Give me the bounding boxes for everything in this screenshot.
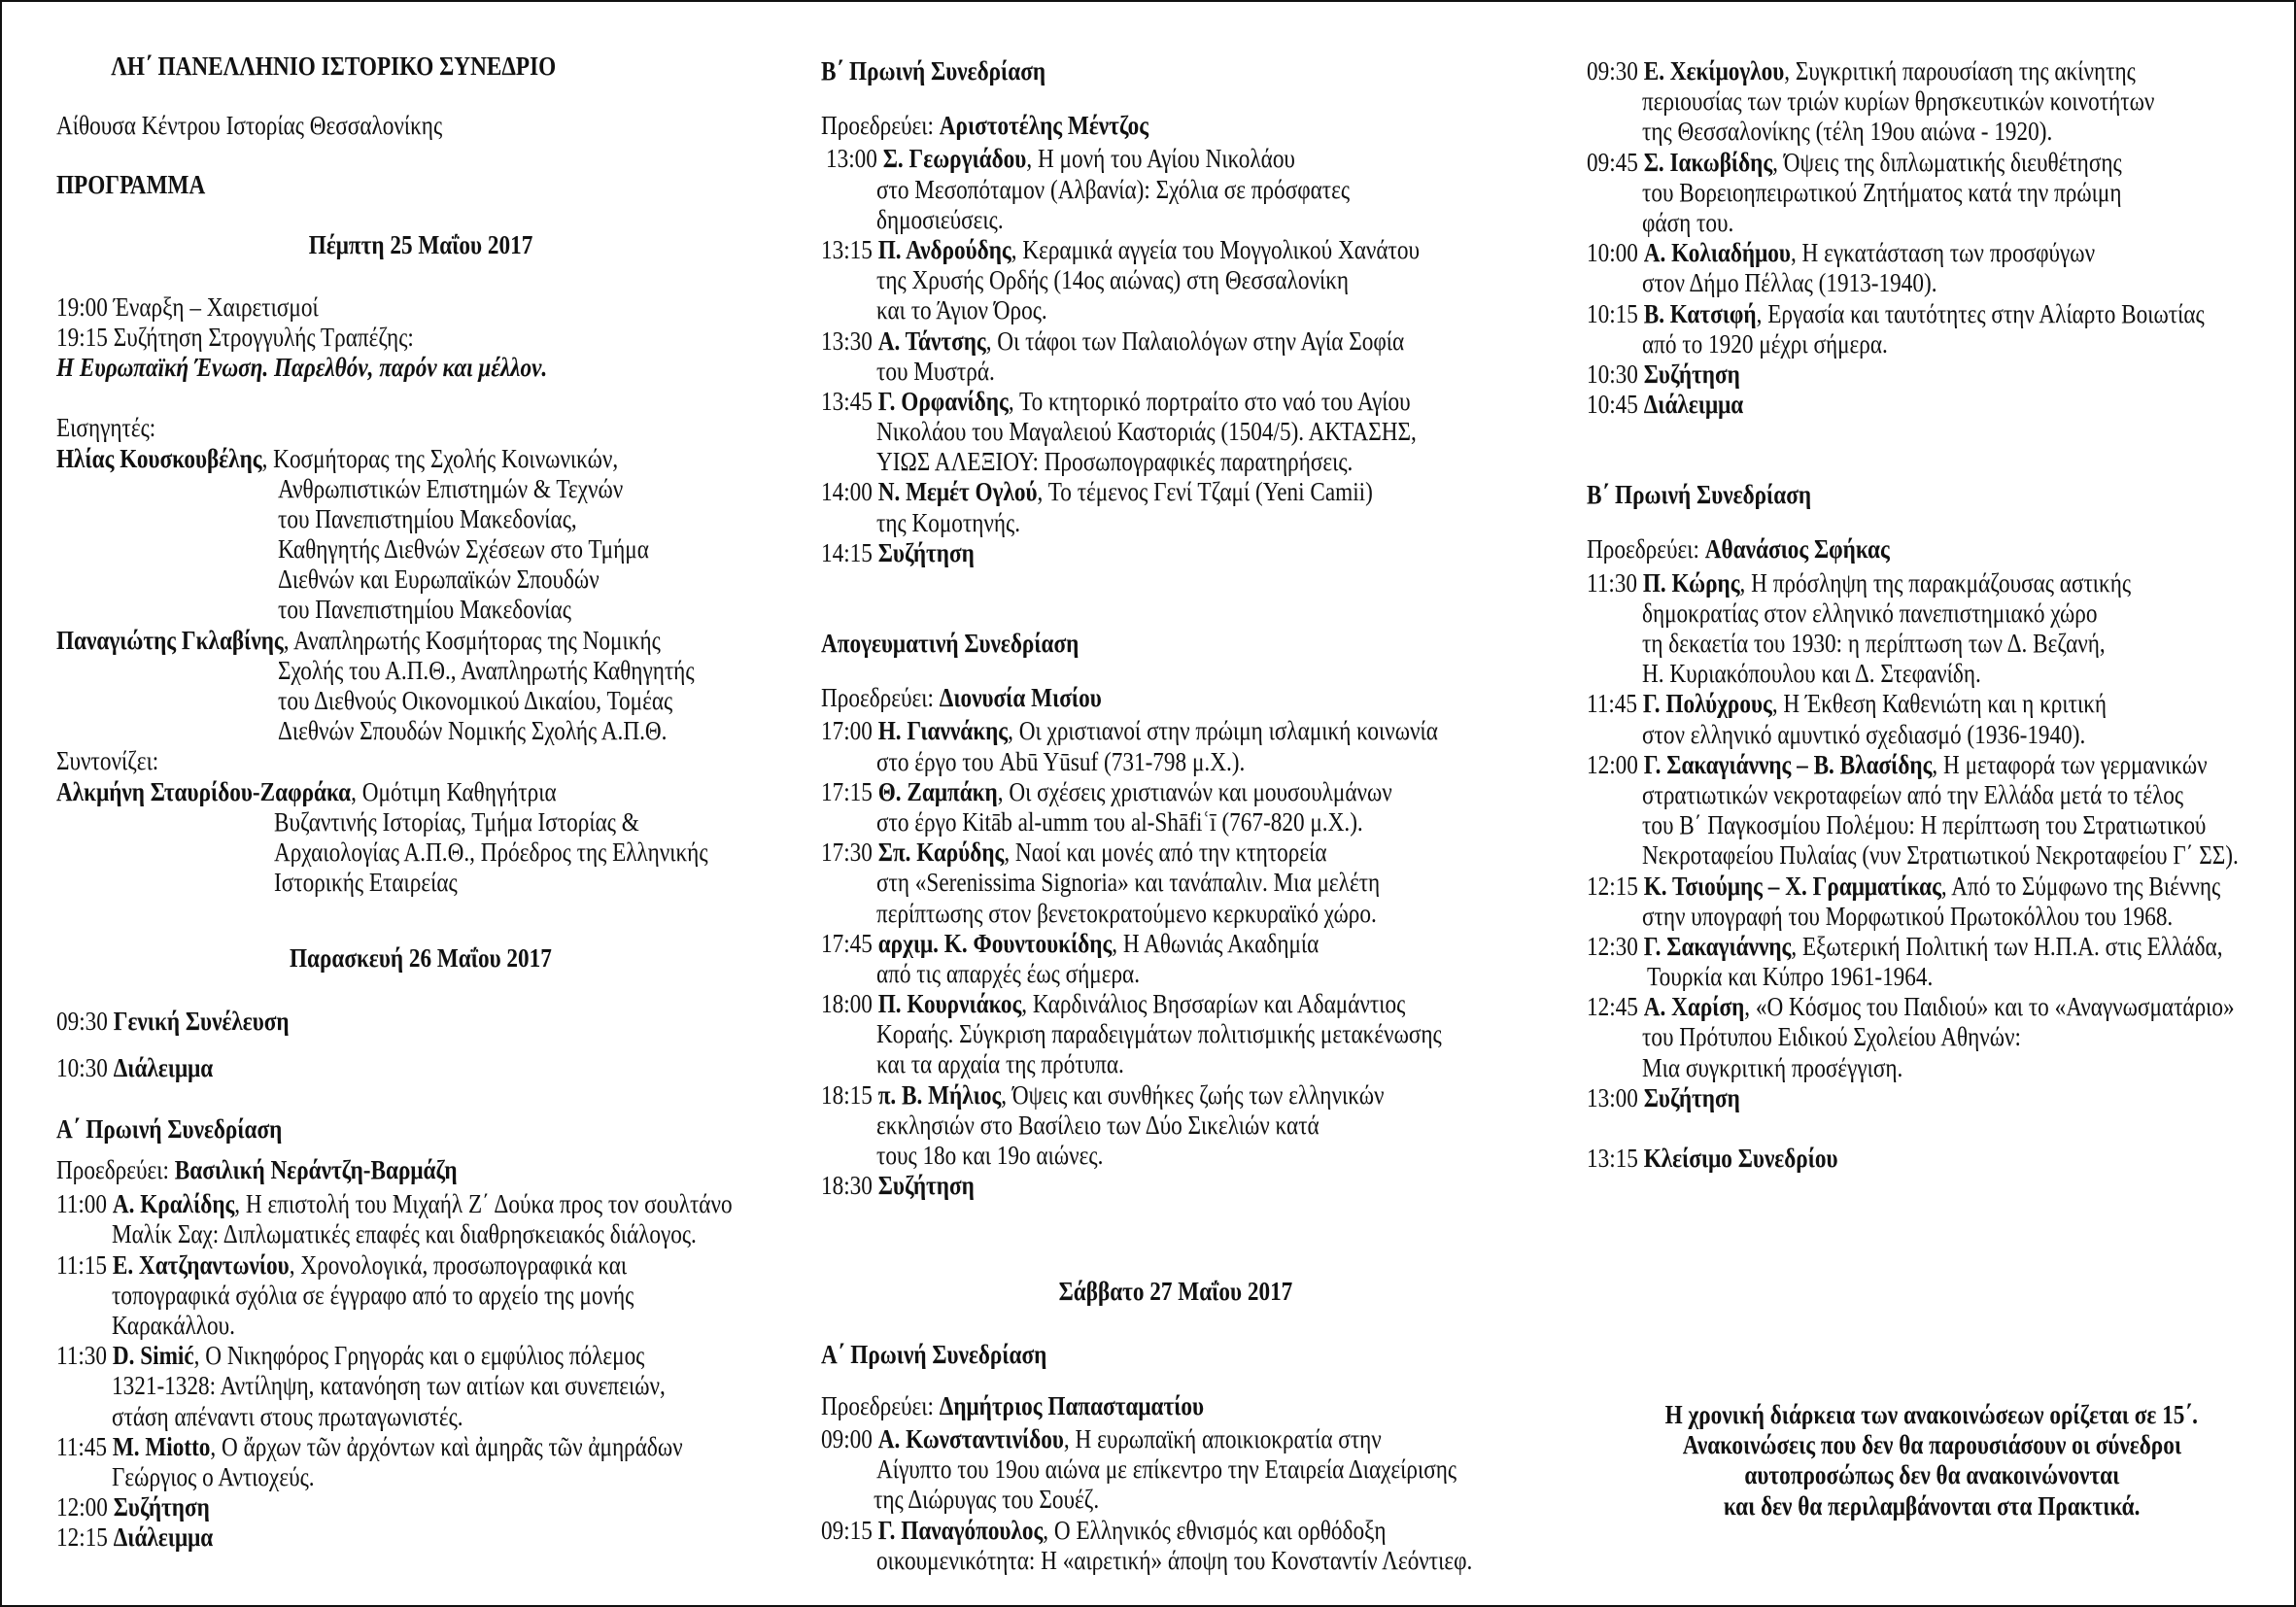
talk-line: στη «Serenissima Signoria» και τανάπαλιν. Μια μελέτη xyxy=(876,868,1381,898)
talk-line: τους 18ο και 19ο αιώνες. xyxy=(876,1141,1104,1170)
talk-line: Μαλίκ Σαχ: Διπλωματικές επαφές και διαθρησκειακός διάλογος. xyxy=(112,1219,697,1249)
middle-column xyxy=(821,56,1559,1576)
program-label: ΠΡΟΓΡΑΜΜΑ xyxy=(56,170,206,200)
schedule-item: 19:15 Συζήτηση Στρογγυλής Τραπέζης: xyxy=(56,322,414,352)
talk-line: του Πρότυπου Ειδικού Σχολείου Αθηνών: xyxy=(1642,1022,2021,1052)
session-title: Α΄ Πρωινή Συνεδρίαση xyxy=(821,1339,1047,1369)
talk: 11:00 Α. Κραλίδης, Η επιστολή του Μιχαήλ Ζ΄ Δούκα προς τον σουλτάνο xyxy=(56,1189,733,1219)
talk-line: δημοκρατίας στον ελληνικό πανεπιστημιακό χώρο xyxy=(1642,598,2098,628)
talk-line: Μια συγκριτική προσέγγιση. xyxy=(1642,1052,1903,1082)
talk: 11:30 Π. Κώρης, Η πρόσληψη της παρακμάζουσας αστικής xyxy=(1587,567,2132,598)
speaker-affiliation-line: Ανθρωπιστικών Επιστημών & Τεχνών xyxy=(278,473,624,503)
speaker-affiliation-line: του Πανεπιστημίου Μακεδονίας, xyxy=(278,503,577,533)
talk-line: τη δεκαετία του 1930: η περίπτωση των Δ. Βεζανή, xyxy=(1642,629,2106,658)
closing-item: 13:15 Κλείσιμο Συνεδρίου xyxy=(1587,1144,1838,1173)
schedule-item: 10:30 Διάλειμμα xyxy=(56,1052,214,1082)
talk-line: της Θεσσαλονίκης (τέλη 19ου αιώνα - 1920). xyxy=(1642,117,2053,147)
discussion-item: 18:30 Συζήτηση xyxy=(821,1171,975,1201)
talk-line: του Μυστρά. xyxy=(876,356,995,386)
discussion-item: 13:00 Συζήτηση xyxy=(1587,1082,1740,1112)
talk: 09:45 Σ. Ιακωβίδης, Όψεις της διπλωματικής διευθέτησης xyxy=(1587,147,2122,177)
speakers-label: Εισηγητές: xyxy=(56,413,156,443)
discussion-item: 10:30 Συζήτηση xyxy=(1587,359,1740,389)
talk-line: της Χρυσής Ορδής (14ος αιώνας) στη Θεσσαλονίκη xyxy=(876,265,1350,295)
talk-line: εκκλησιών στο Βασίλειο των Δύο Σικελιών κατά xyxy=(876,1110,1319,1140)
talk: 10:00 Α. Κολιαδήμου, Η εγκατάσταση των προσφύγων xyxy=(1587,238,2096,268)
speaker-affiliation-line: Διεθνών Σπουδών Νομικής Σχολής Α.Π.Θ. xyxy=(278,716,668,746)
day2-date: Παρασκευή 26 Μαΐου 2017 xyxy=(290,943,552,974)
talk-line: στο Μεσοπόταμον (Αλβανία): Σχόλια σε πρόσφατες xyxy=(876,174,1351,204)
speaker-affiliation-line: Καθηγητής Διεθνών Σχέσεων στο Τμήμα xyxy=(278,534,649,564)
session-title: Α΄ Πρωινή Συνεδρίαση xyxy=(56,1113,283,1144)
talk: 17:30 Σπ. Καρύδης, Ναοί και μονές από την κτητορεία xyxy=(821,838,1327,868)
talk: 18:00 Π. Κουρνιάκος, Καρδινάλιος Βησσαρίων και Αδαμάντιος xyxy=(821,989,1406,1019)
speaker-affiliation-line: του Πανεπιστημίου Μακεδονίας xyxy=(278,595,571,625)
talk-line: της Διώρυγας του Σουέζ. xyxy=(874,1485,1100,1515)
talk: 17:00 Η. Γιαννάκης, Οι χριστιανοί στην πρώιμη ισλαμική κοινωνία xyxy=(821,716,1438,746)
talk-line: της Κομοτηνής. xyxy=(876,507,1021,537)
speaker-entry: Ηλίας Κουσκουβέλης, Κοσμήτορας της Σχολής Κοινωνικών, xyxy=(56,443,619,473)
duration-notice xyxy=(1587,1400,2277,1522)
talk-line: περιουσίας των τριών κυρίων θρησκευτικών κοινοτήτων xyxy=(1642,86,2155,117)
day3-date: Σάββατο 27 Μαΐου 2017 xyxy=(1058,1277,1293,1307)
talk-line: Γεώργιος ο Αντιοχεύς. xyxy=(112,1461,315,1491)
moderator-affiliation-line: Βυζαντινής Ιστορίας, Τμήμα Ιστορίας & xyxy=(274,806,639,837)
talk: 11:15 Ε. Χατζηαντωνίου, Χρονολογικά, προσωπογραφικά και xyxy=(56,1249,628,1280)
notice-line: Η χρονική διάρκεια των ανακοινώσεων ορίζεται σε 15΄. xyxy=(1664,1400,2199,1429)
talk-line: δημοσιεύσεις. xyxy=(876,204,1004,234)
talk-line: τοπογραφικά σχόλια σε έγγραφο από το αρχείο της μονής xyxy=(112,1280,634,1310)
talk-line: ΥΙΩΣ ΑΛΕΞΙΟΥ: Προσωπογραφικές παρατηρήσεις. xyxy=(876,447,1354,477)
talk: 12:30 Γ. Σακαγιάννης, Εξωτερική Πολιτική των Η.Π.Α. στις Ελλάδα, xyxy=(1587,931,2223,961)
talk: 13:00 Σ. Γεωργιάδου, Η μονή του Αγίου Νικολάου xyxy=(826,144,1295,174)
notice-line: Ανακοινώσεις που δεν θα παρουσιάσουν οι σύνεδροι xyxy=(1682,1430,2181,1460)
talk-line: στο έργο Kitāb al-umm του al-Shāfiʿī (767-820 μ.Χ.). xyxy=(876,806,1363,837)
talk: 12:00 Γ. Σακαγιάννης – Β. Βλασίδης, Η μεταφορά των γερμανικών xyxy=(1587,749,2208,779)
moderator-affiliation-line: Αρχαιολογίας Α.Π.Θ., Πρόεδρος της Ελληνικής xyxy=(274,837,708,867)
talk: 13:45 Γ. Ορφανίδης, Το κτητορικό πορτραίτο στο ναό του Αγίου xyxy=(821,386,1411,416)
talk-line: στον ελληνικό αμυντικό σχεδιασμό (1936-1940). xyxy=(1642,719,2086,749)
venue: Αίθουσα Κέντρου Ιστορίας Θεσσαλονίκης xyxy=(56,111,443,141)
break-item: 12:15 Διάλειμμα xyxy=(56,1522,214,1553)
talk-line: Η. Κυριακόπουλου και Δ. Στεφανίδη. xyxy=(1642,659,1981,689)
talk-line: Νεκροταφείου Πυλαίας (νυν Στρατιωτικού Νεκροταφείου Γ΄ ΣΣ). xyxy=(1642,840,2239,871)
schedule-item: 19:00 Έναρξη – Χαιρετισμοί xyxy=(56,291,319,322)
talk-line: Αίγυπτο του 19ου αιώνα με επίκεντρο την Εταιρεία Διαχείρισης xyxy=(876,1454,1457,1485)
talk-line: από τις απαρχές έως σήμερα. xyxy=(876,958,1141,988)
session-title: Β΄ Πρωινή Συνεδρίαση xyxy=(821,56,1046,85)
session-title: Β΄ Πρωινή Συνεδρίαση xyxy=(1587,480,1812,510)
talk: 13:30 Α. Τάντσης, Οι τάφοι των Παλαιολόγων στην Αγία Σοφία xyxy=(821,325,1405,356)
left-column xyxy=(56,51,795,1554)
discussion-item: 12:00 Συζήτηση xyxy=(56,1492,210,1522)
talk-line: στάση απέναντι στους πρωταγωνιστές. xyxy=(112,1401,463,1431)
talk: 18:15 π. Β. Μήλιος, Όψεις και συνθήκες ζωής των ελληνικών xyxy=(821,1079,1385,1110)
speaker-entry: Παναγιώτης Γκλαβίνης, Αναπληρωτής Κοσμήτορας της Νομικής xyxy=(56,625,661,655)
talk-line: οικουμενικότητα: Η «αιρετική» άποψη του Κονσταντίν Λεόντιεφ. xyxy=(876,1545,1473,1575)
talk-line: Νικολάου του Μαγαλειού Καστοριάς (1504/5). ΑΚΤΑΣΗΣ, xyxy=(876,417,1417,447)
talk-line: του Βορειοηπειρωτικού Ζητήματος κατά την πρώιμη xyxy=(1642,177,2122,207)
discussion-item: 14:15 Συζήτηση xyxy=(821,537,975,567)
talk: 09:00 Α. Κωνσταντινίδου, Η ευρωπαϊκή αποικιοκρατία στην xyxy=(821,1423,1382,1453)
talk-line: Τουρκία και Κύπρο 1961-1964. xyxy=(1647,962,1934,992)
talk: 17:15 Θ. Ζαμπάκη, Οι σχέσεις χριστιανών και μουσουλμάνων xyxy=(821,776,1392,806)
session-chair: Προεδρεύει: Αθανάσιος Σφήκας xyxy=(1587,534,1890,564)
talk-line: Καρακάλλου. xyxy=(112,1311,235,1340)
talk-line: και το Άγιον Όρος. xyxy=(876,295,1047,325)
notice-line: αυτοπροσώπως δεν θα ανακοινώνονται xyxy=(1744,1460,2119,1490)
talk: 09:30 Ε. Χεκίμογλου, Συγκριτική παρουσίαση της ακίνητης xyxy=(1587,56,2136,85)
talk: 14:00 Ν. Μεμέτ Ογλού, Το τέμενος Γενί Τζαμί (Yeni Camii) xyxy=(821,477,1373,507)
talk: 11:45 M. Miotto, Ο ἄρχων τῶν ἀρχόντων καὶ ἀμηρᾶς τῶν ἀμηράδων xyxy=(56,1431,683,1461)
speaker-affiliation-line: του Διεθνούς Οικονομικού Δικαίου, Τομέας xyxy=(278,686,673,715)
right-column xyxy=(1587,56,2286,1174)
talk-line: του Β΄ Παγκοσμίου Πολέμου: Η περίπτωση του Στρατιωτικού xyxy=(1642,810,2207,840)
talk-line: και τα αρχαία της πρότυπα. xyxy=(876,1049,1124,1079)
talk-line: στρατιωτικών νεκροταφείων από την Ελλάδα μετά το τέλος xyxy=(1642,779,2184,809)
talk-line: περίπτωσης στον βενετοκρατούμενο κερκυραϊκό χώρο. xyxy=(876,898,1377,928)
speaker-affiliation-line: Σχολής του Α.Π.Θ., Αναπληρωτής Καθηγητής xyxy=(278,655,695,685)
session-title: Απογευματινή Συνεδρίαση xyxy=(821,629,1079,658)
speaker-affiliation-line: Διεθνών και Ευρωπαϊκών Σπουδών xyxy=(278,564,600,595)
talk-line: στην υπογραφή του Μορφωτικού Πρωτοκόλλου του 1968. xyxy=(1642,901,2174,931)
talk: 13:15 Π. Ανδρούδης, Κεραμικά αγγεία του Μογγολικού Χανάτου xyxy=(821,234,1421,264)
notice-line: και δεν θα περιλαμβάνονται στα Πρακτικά. xyxy=(1723,1490,2141,1521)
talk-line: στον Δήμο Πέλλας (1913-1940). xyxy=(1642,268,1937,298)
conference-title: ΛΗ΄ ΠΑΝΕΛΛΗΝΙΟ ΙΣΤΟΡΙΚΟ ΣΥΝΕΔΡΙΟ xyxy=(111,51,556,81)
talk: 11:30 D. Simić, Ο Νικηφόρος Γρηγοράς και ο εμφύλιος πόλεμος xyxy=(56,1341,645,1371)
talk: 09:15 Γ. Παναγόπουλος, Ο Ελληνικός εθνισμός και ορθόδοξη xyxy=(821,1515,1387,1545)
talk: 11:45 Γ. Πολύχρους, Η Έκθεση Καθενιώτη και η κριτική xyxy=(1587,689,2108,719)
moderator-label: Συντονίζει: xyxy=(56,746,159,776)
day1-date: Πέμπτη 25 Μαΐου 2017 xyxy=(308,229,533,259)
roundtable-title: Η Ευρωπαϊκή Ένωση. Παρελθόν, παρόν και μέλλον. xyxy=(56,353,548,383)
talk: 17:45 αρχιμ. Κ. Φουντουκίδης, Η Αθωνιάς Ακαδημία xyxy=(821,928,1319,958)
talk-line: στο έργο του Abū Yūsuf (731-798 μ.Χ.). xyxy=(876,746,1246,776)
break-item: 10:45 Διάλειμμα xyxy=(1587,390,1744,420)
moderator-entry: Αλκμήνη Σταυρίδου-Ζαφράκα, Ομότιμη Καθηγήτρια xyxy=(56,776,557,806)
talk-line: από το 1920 μέχρι σήμερα. xyxy=(1642,328,1888,359)
talk: 10:15 Β. Κατσιφή, Εργασία και ταυτότητες στην Αλίαρτο Βοιωτίας xyxy=(1587,298,2205,328)
session-chair: Προεδρεύει: Αριστοτέλης Μέντζος xyxy=(821,111,1149,141)
talk-line: φάση του. xyxy=(1642,207,1734,237)
session-chair: Προεδρεύει: Διονυσία Μισίου xyxy=(821,683,1102,713)
schedule-item: 09:30 Γενική Συνέλευση xyxy=(56,1006,290,1036)
talk-line: Κοραής. Σύγκριση παραδειγμάτων πολιτισμικής μετακένωσης xyxy=(876,1019,1442,1049)
session-chair: Προεδρεύει: Βασιλική Νεράντζη-Βαρμάζη xyxy=(56,1155,458,1185)
talk: 12:45 Α. Χαρίση, «Ο Κόσμος του Παιδιού» και το «Αναγνωσματάριο» xyxy=(1587,992,2235,1022)
moderator-affiliation-line: Ιστορικής Εταιρείας xyxy=(274,868,458,898)
talk-line: 1321-1328: Αντίληψη, κατανόηση των αιτίων και συνεπειών, xyxy=(112,1371,666,1401)
session-chair: Προεδρεύει: Δημήτριος Παπασταματίου xyxy=(821,1390,1205,1420)
talk: 12:15 Κ. Τσιούμης – Χ. Γραμματίκας, Από το Σύμφωνο της Βιέννης xyxy=(1587,871,2221,901)
